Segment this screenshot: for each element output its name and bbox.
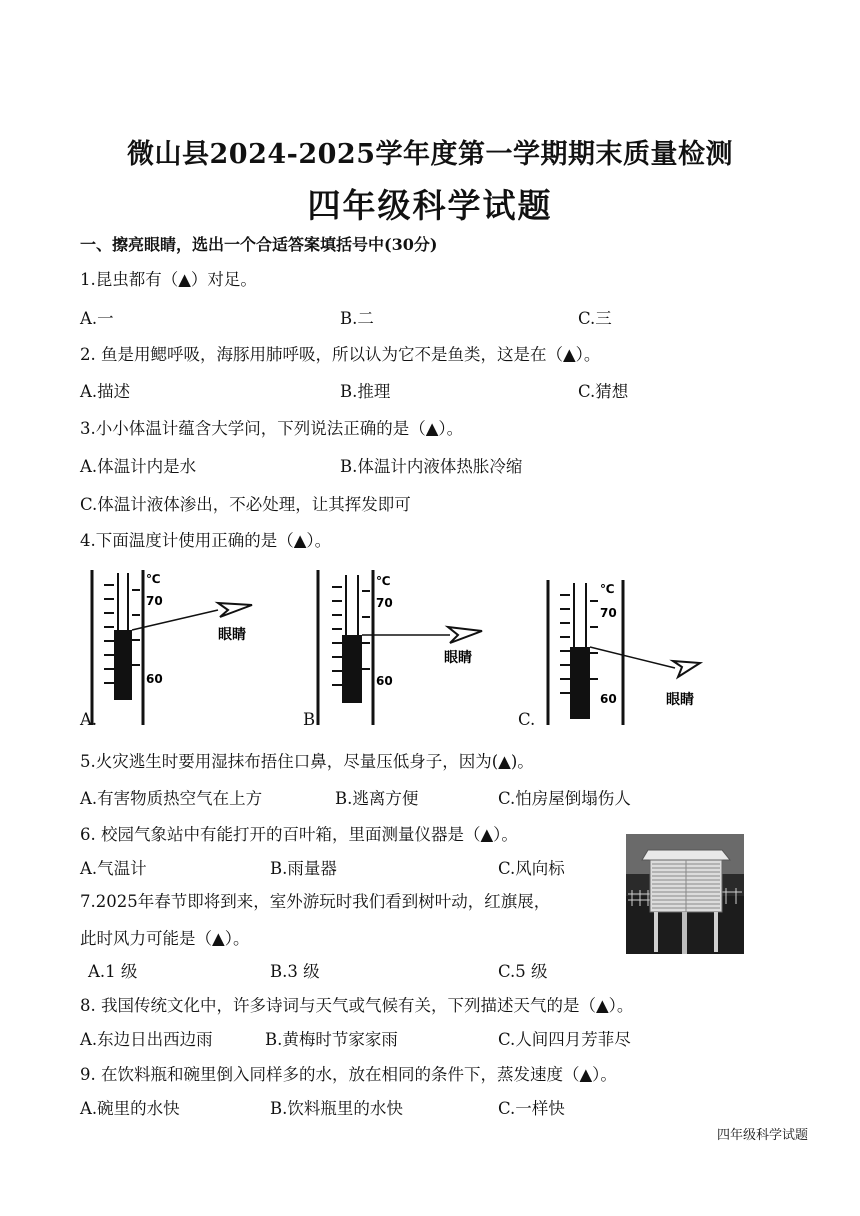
question-2-stem: 2. 鱼是用鳃呼吸，海豚用肺呼吸，所以认为它不是鱼类，这是在（▲）。: [80, 345, 601, 364]
question-6-option-a: A.气温计: [80, 859, 147, 878]
weather-box-photo: [626, 834, 744, 954]
thermometer-a: [92, 570, 252, 725]
thermometer-b-unit: ℃: [376, 574, 391, 588]
question-9-stem: 9. 在饮料瓶和碗里倒入同样多的水，放在相同的条件下，蒸发速度（▲）。: [80, 1065, 617, 1084]
question-2-option-c: C.猜想: [578, 382, 629, 401]
question-6-stem: 6. 校园气象站中有能打开的百叶箱，里面测量仪器是（▲）。: [80, 825, 518, 844]
thermometer-c-eye-label: 眼睛: [666, 692, 694, 708]
eye-icon: [218, 603, 252, 617]
question-7-option-c: C.5 级: [498, 962, 548, 981]
question-1-option-c: C.三: [578, 309, 612, 328]
question-3-option-c: C.体温计液体渗出，不必处理，让其挥发即可: [80, 495, 411, 514]
question-4-stem: 4.下面温度计使用正确的是（▲）。: [80, 531, 332, 550]
question-1-option-b: B.二: [340, 309, 374, 328]
question-9-option-b: B.饮料瓶里的水快: [270, 1099, 403, 1118]
exam-title: 微山县2024-2025学年度第一学期期末质量检测: [127, 139, 733, 170]
question-5-option-b: B.逃离方便: [335, 789, 419, 808]
question-5-option-c: C.怕房屋倒塌伤人: [498, 789, 631, 808]
question-2-option-a: A.描述: [80, 382, 131, 401]
section-heading: 一、擦亮眼睛，选出一个合适答案填括号中(30分): [80, 235, 438, 254]
question-5-option-a: A.有害物质热空气在上方: [80, 789, 263, 808]
thermometer-c-tick-60: 60: [600, 692, 617, 706]
question-3-stem: 3.小小体温计蕴含大学问，下列说法正确的是（▲）。: [80, 419, 464, 438]
question-7-stem-line2: 此时风力可能是（▲）。: [80, 929, 250, 948]
question-8-option-c: C.人间四月芳菲尽: [498, 1030, 631, 1049]
thermometer-c-unit: ℃: [600, 582, 615, 596]
thermometer-c-tick-70: 70: [600, 606, 617, 620]
question-4-option-c: C.: [518, 710, 536, 729]
thermometer-a-tick-70: 70: [146, 594, 163, 608]
thermometer-a-eye-label: 眼睛: [218, 627, 246, 643]
question-8-option-b: B.黄梅时节家家雨: [265, 1030, 398, 1049]
question-6-option-c: C.风向标: [498, 859, 565, 878]
question-7-option-b: B.3 级: [270, 962, 320, 981]
question-9-option-a: A.碗里的水快: [80, 1099, 180, 1118]
eye-icon: [673, 661, 700, 677]
question-8-stem: 8. 我国传统文化中，许多诗词与天气或气候有关，下列描述天气的是（▲）。: [80, 996, 634, 1015]
thermometer-figure: [70, 565, 750, 735]
exam-subtitle: 四年级科学试题: [307, 186, 553, 225]
thermometer-b-tick-70: 70: [376, 596, 393, 610]
thermometer-a-tick-60: 60: [146, 672, 163, 686]
question-7-option-a: A.1 级: [88, 962, 138, 981]
eye-icon: [448, 627, 482, 643]
question-4-option-b: B.: [303, 710, 321, 729]
thermometer-b-eye-label: 眼睛: [444, 650, 472, 666]
question-4-option-a: A.: [80, 710, 98, 729]
question-8-option-a: A.东边日出西边雨: [80, 1030, 213, 1049]
question-5-stem: 5.火灾逃生时要用湿抹布捂住口鼻，尽量压低身子，因为(▲)。: [80, 752, 534, 771]
thermometer-b: [318, 570, 482, 725]
question-1-option-a: A.一: [80, 309, 114, 328]
question-2-option-b: B.推理: [340, 382, 391, 401]
question-3-option-a: A.体温计内是水: [80, 457, 197, 476]
thermometer-b-tick-60: 60: [376, 674, 393, 688]
question-6-option-b: B.雨量器: [270, 859, 337, 878]
page-footer: 四年级科学试题: [716, 1128, 808, 1143]
question-9-option-c: C.一样快: [498, 1099, 565, 1118]
question-3-option-b: B.体温计内液体热胀冷缩: [340, 457, 523, 476]
question-1-stem: 1.昆虫都有（▲）对足。: [80, 270, 257, 289]
thermometer-c: [548, 580, 700, 725]
thermometer-a-unit: ℃: [146, 572, 161, 586]
question-7-stem-line1: 7.2025年春节即将到来，室外游玩时我们看到树叶动，红旗展，: [80, 892, 551, 911]
